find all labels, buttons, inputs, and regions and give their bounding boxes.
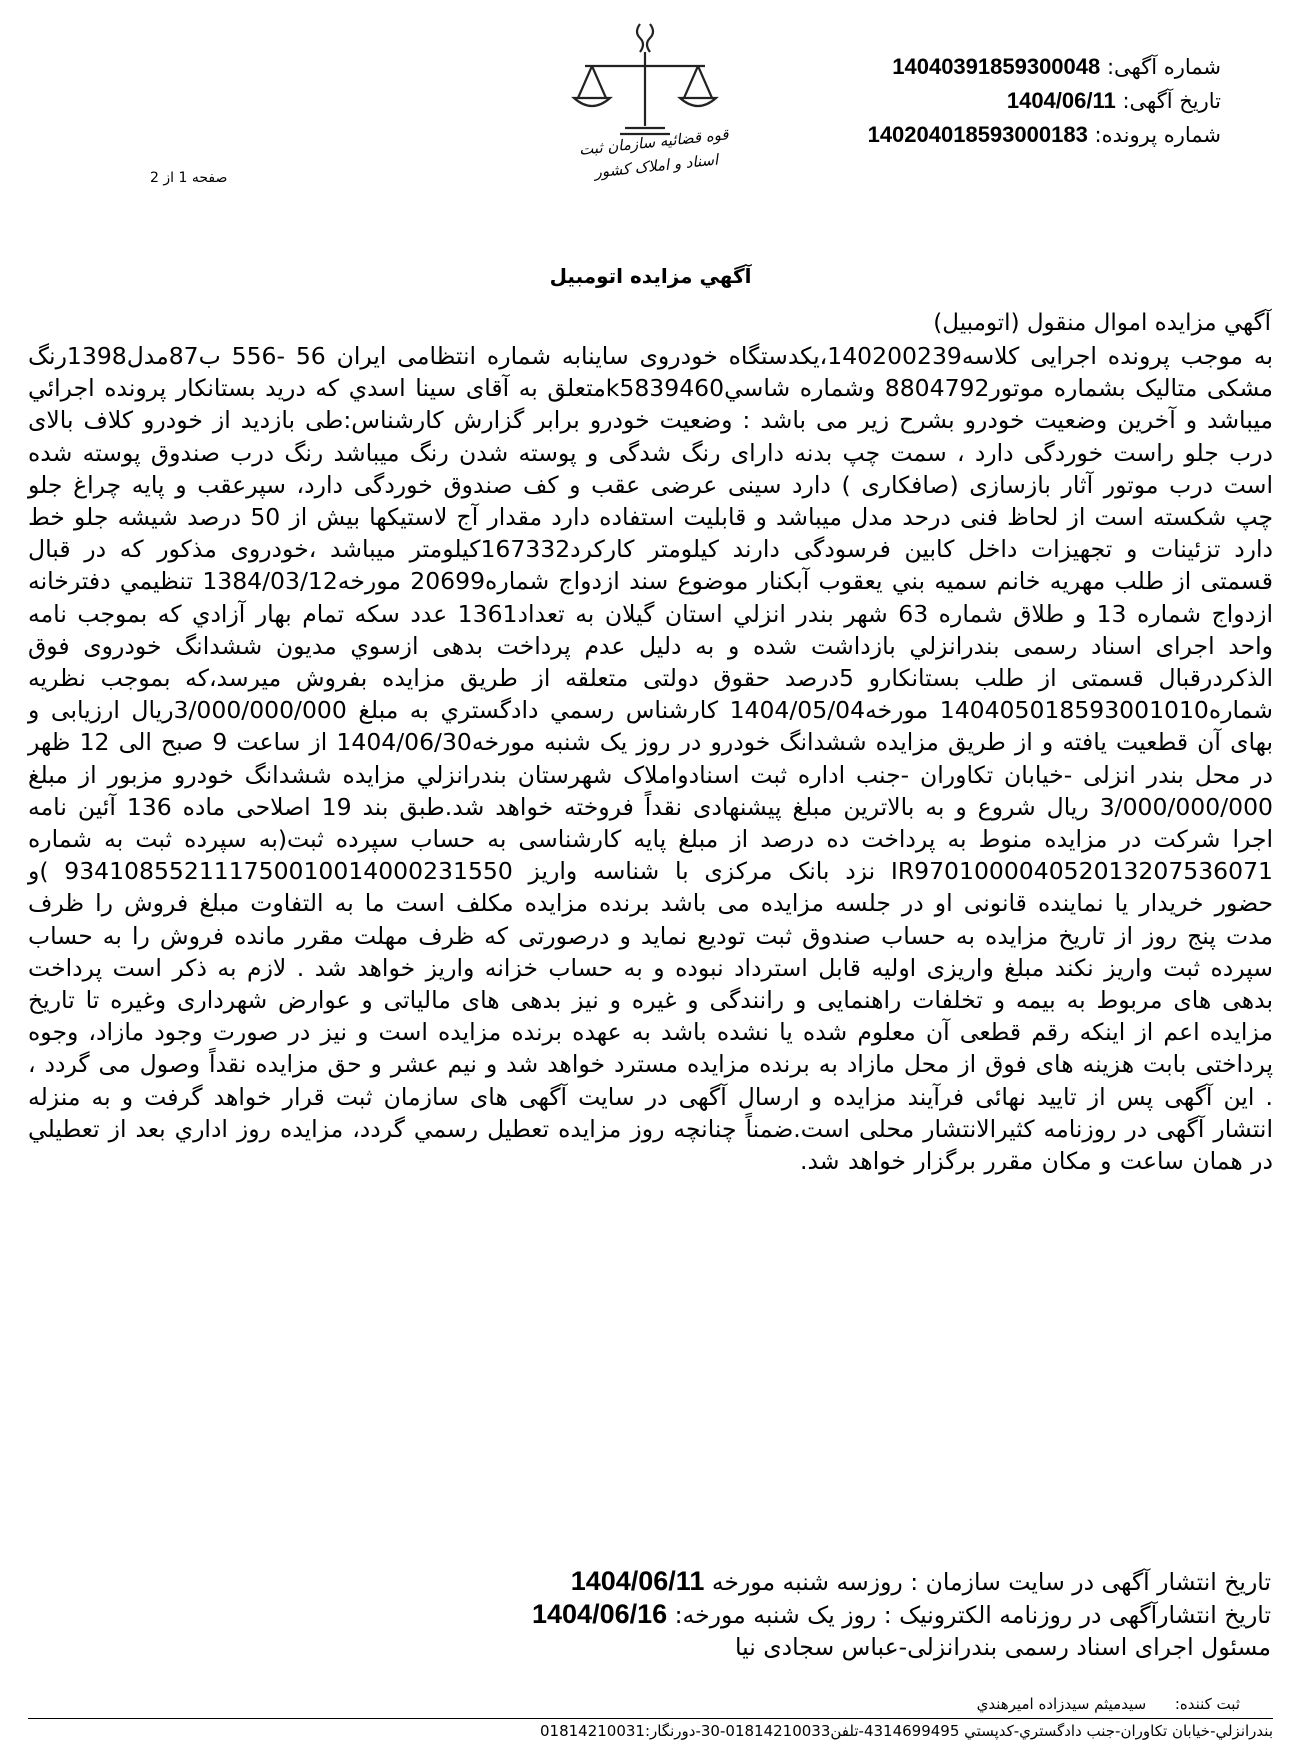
paper-pub-date: 1404/06/16 bbox=[532, 1599, 668, 1629]
subtitle: آگهي مزايده اموال منقول (اتومبيل) bbox=[933, 310, 1271, 336]
registrar-name: سيدميثم سيدزاده اميرهندي bbox=[976, 1695, 1147, 1713]
ad-date: 1404/06/11 bbox=[1006, 88, 1116, 113]
page-title: آگهي مزايده اتومبيل bbox=[549, 264, 752, 288]
ad-date-label: تاريخ آگهی: bbox=[1122, 89, 1221, 113]
ad-number: 14040391859300048 bbox=[892, 54, 1101, 79]
site-pub-row bbox=[26, 1565, 1271, 1598]
publication-info bbox=[26, 1565, 1271, 1663]
scales-of-justice-icon bbox=[570, 16, 720, 226]
case-number-row bbox=[868, 118, 1221, 152]
footer-address: بندرانزلي-خيابان تکاوران-جنب دادگستري-کدپستي 4314699495-تلفن01814210033-30-دورنگار:01814210031 bbox=[540, 1722, 1273, 1740]
site-pub-label: تاريخ انتشار آگهی در سايت سازمان : روزسه شنبه مورخه bbox=[711, 1568, 1271, 1596]
registrar-label: ثبت کننده: bbox=[1174, 1695, 1240, 1713]
case-number-label: شماره پرونده: bbox=[1094, 123, 1221, 147]
ad-date-row bbox=[868, 84, 1221, 118]
paper-pub-row bbox=[26, 1598, 1271, 1631]
ad-number-row bbox=[868, 50, 1221, 84]
ad-metadata bbox=[868, 50, 1221, 152]
official-signature: مسئول اجرای اسناد رسمی بندرانزلی-عباس سجادی نيا bbox=[735, 1633, 1271, 1661]
announcement-body: به موجب پرونده اجرايی کلاسه140200239،يکدستگاه خودروی ساينابه شماره انتظامی ايران 56 -556 ب87مدل1398رنگ مشکی متاليک بشماره موتور8804792 وشماره شاسيk5839460متعلق به آقای سينا اسدي که دريد بستانکار پرونده اجرائي ميباشد و آخرين وضعيت خودرو بشرح زير می باشد : وضعيت خودرو برابر گزارش کارشناس:طی بازديد از خودرو کلاف بالای درب جلو راست خوردگی دارد ، سمت چپ بدنه دارای رنگ شدگی و پوسته شدن رنگ ميباشد رنگ درب صندوق پوسته شده است درب موتور آثار بازسازی (صافکاری ) دارد سينی عرضی عقب و کف صندوق خوردگی دارد، سپرعقب و پايه چراغ جلو چپ شکسته است از لحاظ فنی درحد مدل ميباشد و قابليت استفاده دارد مقدار آج لاستيکها بيش از 50 درصد شيشه جلو خط دارد تزئينات و تجهيزات داخل کابين فرسودگی دارند کيلومتر کارکرد167332کيلومتر ميباشد ،خودروی مذکور که در قبال قسمتی از طلب مهريه خانم سميه بني يعقوب آبکنار موضوع سند ازدواج شماره20699 مورخه1384/03/12 تنظيمي دفترخانه ازدواج شماره 13 و طلاق شماره 63 شهر بندر انزلي استان گيلان به تعداد1361 عدد سکه تمام بهار آزادي که بموجب نامه واحد اجرای اسناد رسمی بندرانزلي بازداشت شده و به دليل عدم پرداخت بدهی ازسوي مديون ششدانگ خودروی فوق الذکردرقبال قسمتی از طلب بستانکارو 5درصد حقوق دولتی متعلقه از طريق مزايده بفروش ميرسد،که بموجب نظريه شماره140405018593001010 مورخه1404/05/04 کارشناس رسمي دادگستري به مبلغ 3/000/000/000ريال ارزيابی و بهای آن قطعيت يافته و از طريق مزايده ششدانگ خودرو در روز يک شنبه مورخه1404/06/30 از ساعت 9 صبح الی 12 ظهر در محل بندر انزلی -خيابان تکاوران -جنب اداره ثبت اسنادواملاک شهرستان بندرانزلي مزايده ششدانگ خودرو مزبور از مبلغ 3/000/000/000 ريال شروع و به بالاترين مبلغ پيشنهادی نقداً فروخته خواهد شد.طبق بند 19 اصلاحی ماده 136 آئين نامه اجرا شرکت در مزايده منوط به پرداخت ده درصد از مبلغ پايه کارشناسی به حساب سپرده ثبت(به سپرده ثبت به شماره IR970100004052013207536071 نزد بانک مرکزی با شناسه واريز 934108552111750010014000231550 )و حضور خريدار يا نماينده قانونی او در جلسه مزايده می باشد برنده مزايده مکلف است ما به التفاوت مبلغ فروش را ظرف مدت پنج روز از تاريخ مزايده به حساب صندوق ثبت توديع نمايد و درصورتی که ظرف مهلت مقرر مانده فروش را به حساب سپرده ثبت واريز نکند مبلغ واريزی اوليه قابل استرداد نبوده و به حساب خزانه واريز خواهد شد . لازم به ذکر است پرداخت بدهی های مربوط به بيمه و تخلفات راهنمايی و رانندگی و غيره و نيز بدهی های مالياتی و عوارض شهرداری وغيره تا تاريخ مزايده اعم از اينکه رقم قطعی آن معلوم شده يا نشده باشد به عهده برنده مزايده است و نيز در صورت وجود مازاد، وجوه پرداختی بابت هزينه های فوق از محل مازاد به برنده مزايده مسترد خواهد شد و نيم عشر و حق مزايده نقداً وصول می گردد ، . اين آگهی پس از تاييد نهائی فرآيند مزايده و ارسال آگهی در سايت آگهی های سازمان ثبت قرار خواهد گرفت و به منزله انتشار آگهی در روزنامه کثيرالانتشار محلی است.ضمناً چنانچه روز مزايده تعطيل رسمي گردد، مزايده روز اداري بعد از تعطيلي در همان ساعت و مکان مقرر برگزار خواهد شد. bbox=[28, 342, 1274, 1176]
page-indicator: صفحه 1 از 2 bbox=[150, 170, 228, 186]
emblem-text: قوه قضائیه سازمان ثبت اسناد و املاک کشور bbox=[578, 125, 730, 182]
footer-divider bbox=[28, 1718, 1273, 1719]
paper-pub-label: تاريخ انتشارآگهی در روزنامه الکترونيک : روز يک شنبه مورخه: bbox=[674, 1601, 1271, 1629]
case-number: 140204018593000183 bbox=[867, 122, 1088, 147]
site-pub-date: 1404/06/11 bbox=[570, 1566, 705, 1596]
registrar bbox=[480, 1695, 1240, 1713]
ad-number-label: شماره آگهی: bbox=[1106, 55, 1221, 79]
